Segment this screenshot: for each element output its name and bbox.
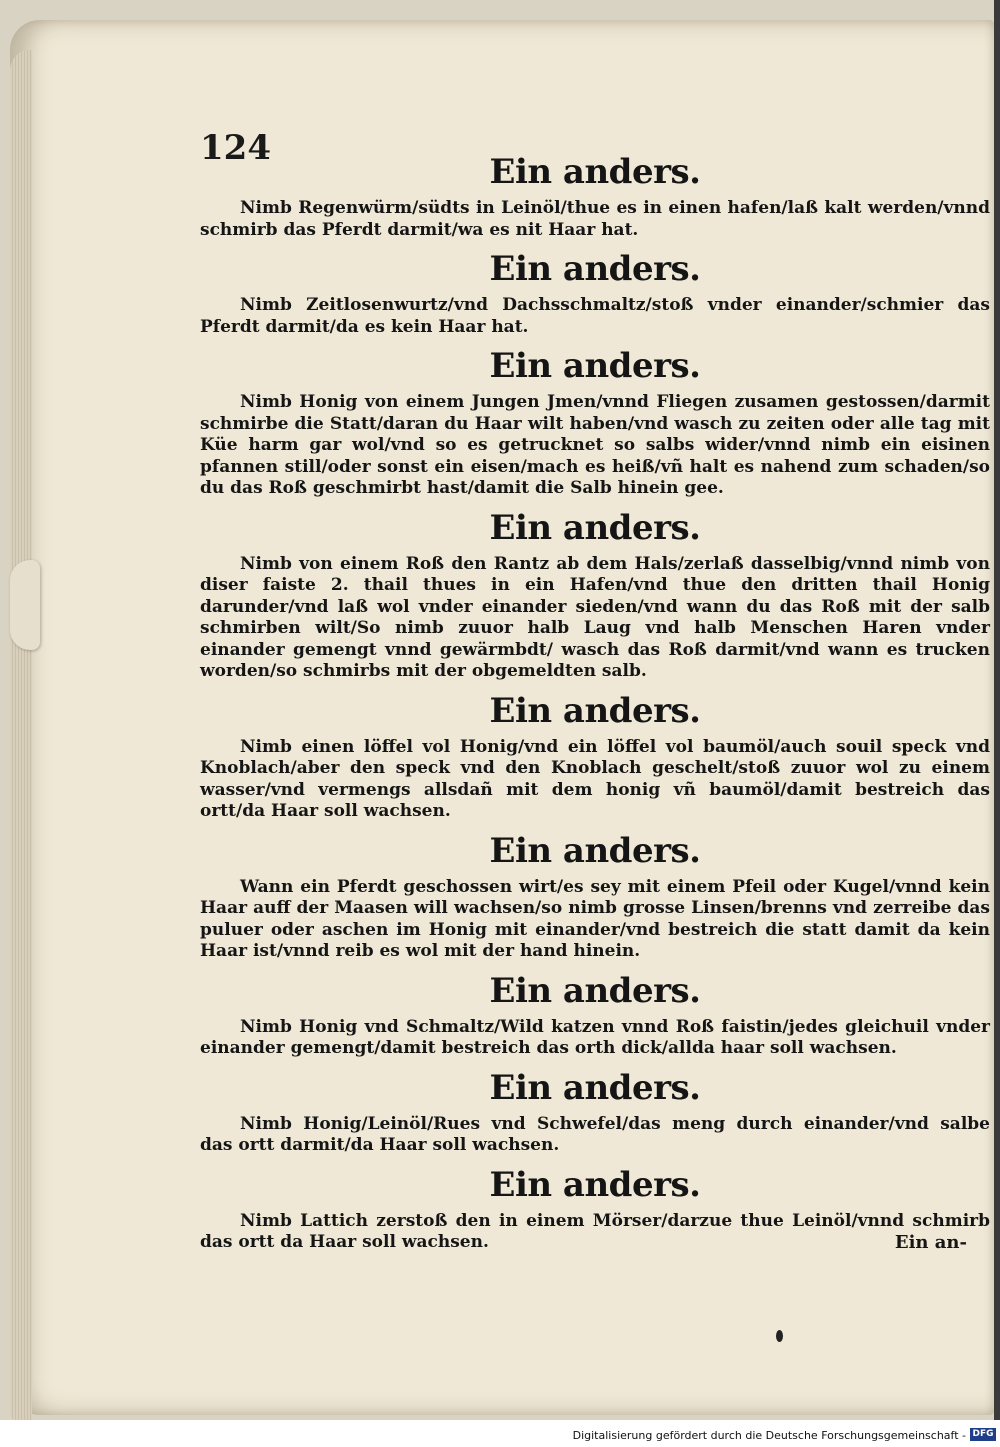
section-text: Nimb Lattich zerstoß den in einem Mörser/darzue thue Leinöl/vnnd schmirb das ortt da Haar soll wachsen. (200, 1210, 990, 1252)
footer-bar (0, 1420, 1000, 1447)
section-text: Nimb einen löffel vol Honig/vnd ein löffel vol baumöl/auch souil speck vnd Knoblach/aber den speck vnd den Knoblach geschelt/stoß zuuor wol zu einem wasser/vnd vermengs allsdañ mit dem honig vñ baumöl/damit bestreich das ortt/da Haar soll wachsen. (200, 736, 990, 821)
section-heading: Ein anders. (489, 346, 701, 386)
section-heading: Ein anders. (489, 249, 701, 289)
catchword: Ein an- (894, 1232, 967, 1253)
ink-mark (776, 1330, 783, 1342)
book-clasp (10, 560, 40, 650)
section-text: Nimb Honig/Leinöl/Rues vnd Schwefel/das meng durch einander/vnd salbe das ortt darmit/da Haar soll wachsen. (200, 1113, 990, 1155)
section-heading: Ein anders. (489, 1164, 701, 1205)
section-heading: Ein anders. (489, 970, 701, 1011)
section-heading: Ein anders. (489, 507, 701, 548)
book-page (10, 20, 995, 1415)
section-text: Nimb Honig vnd Schmaltz/Wild katzen vnnd Roß faistin/jedes gleichuil vnder einander gemengt/damit bestreich das orth dick/allda haar soll wachsen. (200, 1016, 990, 1058)
dfg-logo-icon: DFG (970, 1428, 996, 1441)
section-heading: Ein anders. (489, 1067, 701, 1108)
section-heading: Ein anders. (489, 830, 701, 871)
funding-notice: Digitalisierung gefördert durch die Deutsche Forschungsgemeinschaft - (572, 1429, 966, 1442)
section-text: Nimb von einem Roß den Rantz ab dem Hals/zerlaß dasselbig/vnnd nimb von diser faiste 2. thail thues in ein Hafen/vnd thue den dritten thail Honig darunder/vnd laß wol vnder einander sieden/vnd wann du das Roß mit der salb schmirben wilt/So nimb zuuor halb Laug vnd halb Menschen Haren vnder einander gemengt vnnd gewärmbdt/ wasch das Roß darmit/vnd wann es trucken worden/so schmirbs mit der obgemeldten salb. (200, 553, 990, 681)
section-text: Nimb Zeitlosenwurtz/vnd Dachsschmaltz/stoß vnder einander/schmier das Pferdt darmit/da es kein Haar hat. (200, 295, 990, 337)
section-text: Nimb Honig von einem Jungen Jmen/vnnd Fliegen zusamen gestossen/darmit schmirbe die Statt/daran du Haar wilt haben/vnd wasch zu zeiten oder alle tag mit Küe harm gar wol/vnd so es getrucknet so salbs wider/vnnd nimb ein eisinen pfannen still/oder sonst ein eisen/mach es heiß/vñ halt es nahend zum schaden/so du das Roß geschmirbt hast/damit die Salb hinein gee. (200, 392, 990, 498)
section-text: Wann ein Pferdt geschossen wirt/es sey mit einem Pfeil oder Kugel/vnnd kein Haar auff der Maasen will wachsen/so nimb grosse Linsen/brenns vnd zerreibe das puluer oder aschen im Honig mit einander/vnd bestreich die statt damit da kein Haar ist/vnnd reib es wol mit der hand hinein. (200, 876, 990, 961)
page-number: 124 (200, 128, 271, 168)
section-heading: Ein anders. (489, 690, 701, 731)
scan-border (994, 0, 1000, 1420)
page-edges (10, 50, 32, 1430)
section-text: Nimb Regenwürm/südts in Leinöl/thue es in einen hafen/laß kalt werden/vnnd schmirb das Pferdt darmit/wa es nit Haar hat. (200, 198, 990, 240)
section-heading: Ein anders. (489, 152, 701, 192)
page-text-block (200, 150, 990, 1260)
